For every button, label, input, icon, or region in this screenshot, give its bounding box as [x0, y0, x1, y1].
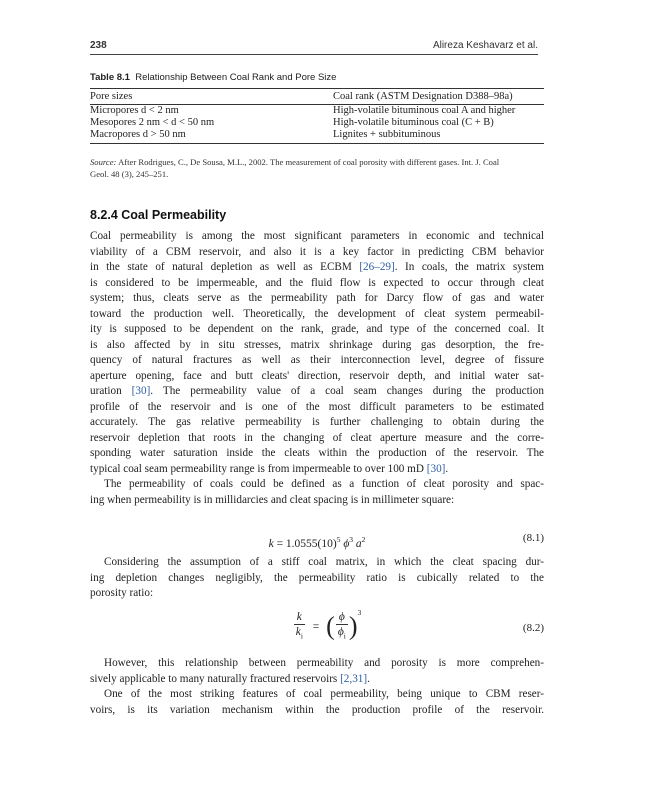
eq2-left-fraction [293, 610, 306, 643]
paragraph-permeability-intro [90, 229, 544, 508]
table-label: Table 8.1 [90, 72, 130, 83]
eq2-right-fraction [335, 610, 349, 643]
text-line: quency of natural fractures as well as their interconnection level, degree of fissure [90, 354, 544, 366]
eq2-phi: ϕ [336, 610, 348, 625]
table-header-row [90, 89, 544, 105]
citation-link[interactable]: [26–29] [359, 261, 395, 273]
text-line: sively applicable to many naturally fractured reservoirs [2,31]. [90, 672, 370, 685]
text-line: viability of a CBM reservoir, and also it is a key factor in predicting CBM behavior [90, 245, 544, 258]
eq1-coef: = 1.0555(10) [276, 537, 337, 550]
eq1-phi-exp: 3 [349, 535, 354, 544]
eq1-a-exp: 2 [361, 535, 366, 544]
eq2-equals: = [312, 620, 320, 633]
paragraph-fractured-reservoirs [90, 656, 544, 718]
table-cell: High-volatile bituminous coal (C + B) [333, 117, 494, 128]
page-number: 238 [90, 40, 107, 51]
running-header [90, 40, 538, 55]
paragraph-stiff-matrix [90, 555, 544, 602]
equation-8-1 [90, 532, 544, 552]
text-line: uration [30]. The permeability value of a coal seam changes during the production [90, 385, 544, 397]
table-caption [90, 72, 336, 83]
citation-link[interactable]: [30] [131, 385, 151, 397]
text-line: profile of the reservoir and is one of the most difficult parameters to be estimated [90, 400, 544, 413]
text-line: sponding water saturation inside the cleats within the production of the reservoir. The [90, 447, 544, 459]
text-line: system; thus, cleats serve as the permeability path for Darcy flow of gas and water [90, 292, 544, 304]
eq2-rparen: ) [348, 611, 358, 641]
eq2-ki-sub: i [300, 631, 303, 641]
running-author: Alireza Keshavarz et al. [432, 40, 538, 51]
text-line: accurately. The gas relative permeability is further challenging to obtain during the [90, 416, 544, 428]
eq2-phii: ϕ [337, 626, 344, 638]
table-title: Relationship Between Coal Rank and Pore Size [135, 72, 337, 83]
text-line: in the state of natural depletion as well as ECBM [26–29]. In coals, the matrix system [90, 261, 544, 273]
text-line: ing when permeability is in millidarcies and cleat spacing is in millimeter square: [90, 493, 455, 506]
eq1-exp: 5 [336, 535, 341, 544]
table-header-cell: Coal rank (ASTM Designation D388–98a) [333, 91, 513, 102]
table-header-cell: Pore sizes [90, 91, 133, 102]
text-line: The permeability of coals could be defined as a function of cleat porosity and spac- [104, 478, 544, 490]
source-text-line1: After Rodrigues, C., De Sousa, M.L., 2002. The measurement of coal porosity with different gases. Int. J. Coal [118, 157, 500, 167]
text-line: typical coal seam permeability range is from impermeable to over 100 mD [30]. [90, 462, 449, 475]
text-line: toward the production well. Theoretically, the development of cleat system permeabil- [90, 307, 544, 320]
source-text-line2: Geol. 48 (3), 245–251. [90, 169, 169, 179]
source-label: Source: [90, 157, 117, 167]
text-line: voirs, is its variation mechanism within the production profile of the reservoir. [90, 703, 544, 716]
text-line: One of the most striking features of coal permeability, being unique to CBM reser- [104, 688, 544, 700]
text-line: is considered to be impermeable, and the fluid flow is expected to occur through cleat [90, 276, 544, 289]
citation-link[interactable]: [2,31] [340, 672, 368, 685]
table-row [90, 129, 544, 143]
eq2-exp: 3 [357, 608, 362, 617]
equation-8-2 [90, 610, 544, 650]
table-cell: Micropores d < 2 nm [90, 105, 179, 116]
equation-number: (8.1) [522, 532, 544, 544]
eq2-ki: k [295, 626, 301, 638]
text-line: Considering the assumption of a stiff coal matrix, in which the cleat spacing dur- [104, 556, 544, 568]
eq2-phii-sub: i [343, 631, 346, 641]
table-row [90, 105, 544, 117]
eq1-phi: ϕ [343, 537, 350, 550]
table-cell: Macropores d > 50 nm [90, 129, 186, 140]
table-row [90, 117, 544, 129]
table-source-note [90, 156, 544, 180]
equation-number: (8.2) [522, 622, 544, 634]
text-line: However, this relationship between permeability and porosity is more comprehen- [104, 657, 544, 669]
table-cell: High-volatile bituminous coal A and higher [333, 105, 516, 116]
text-line: is also affected by in situ stresses, matrix shrinkage during gas desorption, the fre- [90, 338, 544, 351]
eq1-a: a [355, 537, 362, 550]
eq2-k: k [294, 610, 305, 625]
text-line: Coal permeability is among the most significant parameters in economic and technical [90, 230, 544, 242]
text-line: ity is supposed to be dependent on the rank, grade, and type of the concerned coal. It [90, 323, 544, 335]
eq2-lparen: ( [326, 611, 335, 641]
section-heading: 8.2.4 Coal Permeability [90, 208, 227, 222]
text-line: ing depletion changes negligibly, the permeability ratio is cubically related to the [90, 571, 544, 584]
table-cell: Lignites + subbituminous [333, 129, 441, 140]
text-line: porosity ratio: [90, 587, 154, 599]
text-line: aperture opening, face and butt cleats' direction, reservoir depth, and initial water sat- [90, 369, 544, 382]
citation-link[interactable]: [30] [426, 462, 446, 475]
eq1-k: k [268, 537, 274, 550]
table-cell: Mesopores 2 nm < d < 50 nm [90, 117, 215, 128]
text-line: reservoir depletion that roots in the changing of cleat aperture measure and the corre- [90, 431, 544, 444]
pore-size-table [90, 88, 544, 144]
